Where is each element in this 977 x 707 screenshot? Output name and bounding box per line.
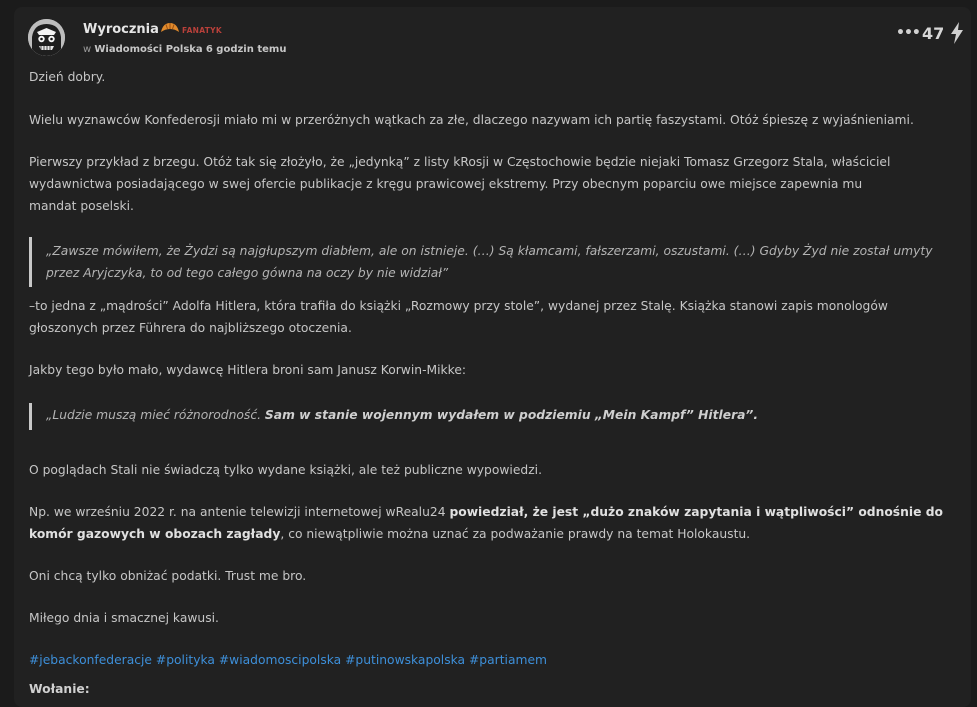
paragraph-6-bold-b: komór gazowych w obozach zagłady [29,527,281,541]
paragraph-6-text-b: , co niewątpliwie można uznać za podważanie prawdy na temat Holokaustu. [280,527,751,541]
author-name[interactable]: Wyrocznia [83,22,159,37]
community-link[interactable]: Wiadomości Polska [94,44,203,55]
paragraph-6-bold-a: powiedział, że jest „dużo znaków zapytania i wątpliwości” odnośnie do [449,505,943,519]
tag-link[interactable]: #wiadomoscipolska [218,653,342,667]
vote-score: 47 [922,24,945,43]
paragraph-5: O poglądach Stali nie świadczą tylko wydane książki, ale też publiczne wypowiedzi. [29,463,542,477]
tag-link[interactable]: #partiamem [469,653,547,667]
croissant-icon [159,20,181,36]
post-card [14,7,971,707]
quote-1-line-2: przez Aryjczyka, to od tego całego gówna na oczy by nie widział” [46,266,449,280]
paragraph-6-text-a: Np. we wrześniu 2022 r. na antenie telewizji internetowej wRealu24 [29,505,450,519]
greeting-text: Dzień dobry. [29,70,106,84]
more-options-button[interactable]: ••• [896,25,920,41]
quote-block-1 [29,237,933,287]
paragraph-2-line-1: Pierwszy przykład z brzegu. Otóż tak się złożyło, że „jedynką” z listy kRosji w Częstochowie będzie niejaki Tomasz Grzegorz Stala, właściciel [29,155,891,169]
paragraph-3-line-2: głoszonych przez Führera do najbliższego otoczenia. [29,321,352,335]
meta-prefix: w [83,44,92,55]
post-header [28,19,958,59]
paragraph-1: Wielu wyznawców Konfederosji miało mi w przeróżnych wątkach za złe, dlaczego nazywam ich partię faszystami. Otóż śpieszę z wyjaśnieniami. [29,113,914,127]
quote-block-2 [29,403,758,430]
paragraph-8: Miłego dnia i smacznej kawusi. [29,611,219,625]
avatar[interactable] [28,19,65,56]
quote-1-line-1: „Zawsze mówiłem, że Żydzi są najgłupszym diabłem, ale on istnieje. (…) Są kłamcami, fałszerzami, oszustami. (…) Gdyby Żyd nie został umyty [46,244,933,258]
rank-badge: FANATYK [182,26,223,35]
post-meta [83,44,286,55]
tag-link[interactable]: #putinowskapolska [345,653,466,667]
paragraph-6-line-1 [29,501,943,523]
tag-link[interactable]: #polityka [155,653,215,667]
tag-link[interactable]: #jebackonfederacje [29,653,152,667]
paragraph-3-line-1: –to jedna z „mądrości” Adolfa Hitlera, która trafiła do książki „Rozmowy przy stole”, wydanej przez Stalę. Książka stanowi zapis monologów [29,299,888,313]
quote-2-bold: Sam w stanie wojennym wydałem w podziemiu „Mein Kampf” Hitlera”. [264,408,759,422]
paragraph-6-line-2 [29,523,750,545]
paragraph-2-line-3: mandat poselski. [29,199,134,213]
quote-2-text: „Ludzie muszą mieć różnorodność. [46,408,265,422]
tag-list [29,649,547,671]
paragraph-2-line-2: wydawnictwa posiadającego w swej ofercie publikacje z kręgu prawicowej ekstremy. Przy obecnym poparciu owe miejsce zapewnia mu [29,177,863,191]
paragraph-4: Jakby tego było mało, wydawcę Hitlera broni sam Janusz Korwin-Mikke: [29,363,467,377]
cut-off-text: Wołanie: [29,682,90,696]
lightning-icon[interactable] [950,22,964,44]
post-time: 6 godzin temu [205,44,287,55]
paragraph-7: Oni chcą tylko obniżać podatki. Trust me bro. [29,569,307,583]
